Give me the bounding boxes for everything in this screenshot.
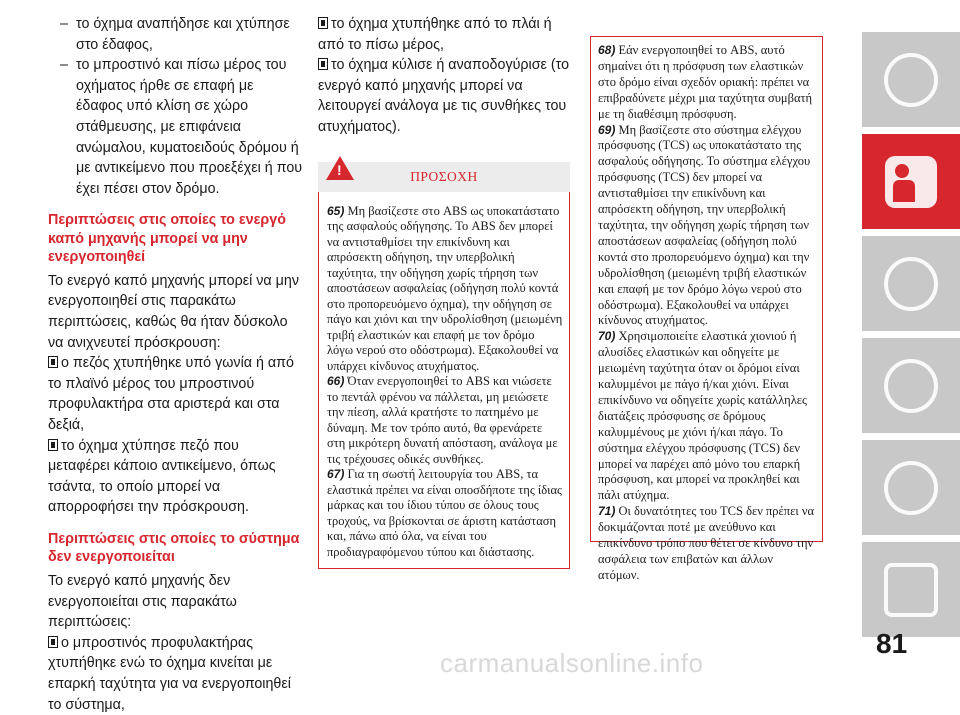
warning-note: 67) Για τη σωστή λειτουργία του ABS, τα ελαστικά πρέπει να είναι οποσδήποτε της ίδιας μάρκας και του ίδιου τύπου σε όλους τους τροχούς, να βρίσκονται σε άριστη κατάσταση και, πάνω από όλα, να είναι του προδιαγραφόμενου τύπου και διάστασης. <box>327 467 563 559</box>
section-heading: Περιπτώσεις στις οποίες το σύστημα δεν ενεργοποιείται <box>48 530 300 566</box>
bullet-box-icon <box>48 356 58 368</box>
column-left <box>48 14 303 715</box>
section-heading: Περιπτώσεις στις οποίες το ενεργό καπό μηχανής μπορεί να μην ενεργοποιηθεί <box>48 212 286 266</box>
car-info-icon <box>884 53 938 107</box>
tab-safety[interactable] <box>862 134 960 229</box>
bullet-item: το όχημα χτυπήθηκε από το πλάι ή από το πίσω μέρος, <box>318 16 552 53</box>
tab-index[interactable] <box>862 542 960 637</box>
bullet-item: ο πεζός χτυπήθηκε υπό γωνία ή από το πλαϊνό μέρος του μπροστινού προφυλακτήρα στα αριστερά και στα δεξιά, <box>48 355 294 433</box>
warning-title: ΠΡΟΣΟΧΗ <box>410 168 478 184</box>
column-right <box>590 36 822 582</box>
warning-note: 69) Μη βασίζεστε στο σύστημα ελέγχου πρόσφυσης (TCS) ως υποκατάστατο της ασφαλούς οδήγησης. Το σύστημα ελέγχου πρόσφυσης (TCS) δεν μπορεί να αντισταθμίσει την επικίνδυνη και απρόσεκτη οδήγηση, την υπερβολική ταχύτητα, την οδήγηση χωρίς τήρηση των αποστάσεων ασφαλείας (οδήγηση πολύ κοντά στο προπορευόμενο όχημα) και την υδρολίσθηση (μειωμένη τριβή ελαστικών και επαφή με τον δρόμο λόγω νερού στο οδόστρωμα). Εξακολουθεί να υπάρχει κίνδυνος ατυχήματος. <box>598 122 811 328</box>
bullet-box-icon <box>48 636 58 648</box>
index-letters-icon <box>884 563 938 617</box>
dash-item: – το όχημα αναπήδησε και χτύπησε στο έδαφος, <box>60 16 290 53</box>
warning-header <box>318 162 570 192</box>
bullet-item: ο μπροστινός προφυλακτήρας χτυπήθηκε ενώ το όχημα κινείται με επαρκή ταχύτητα για να ενεργοποιηθεί το σύστημα, <box>48 634 291 713</box>
tab-emergency[interactable] <box>862 440 960 535</box>
warning-note: 65) Μη βασίζεστε στο ABS ως υποκατάστατο της ασφαλούς οδήγησης. Το ABS δεν μπορεί να αντισταθμίσει την επικίνδυνη και απρόσεκτη οδήγηση, την υπερβολική ταχύτητα, την οδήγηση χωρίς τήρηση των αποστάσεων ασφαλείας (οδήγηση πολύ κοντά στο προπορευόμενο όχημα), την οδήγηση σε πάγο και χιόνι και την υδρολίσθηση (μειωμένη τριβή ελαστικών και επαφή με τον δρόμο λόγω νερού στο οδόστρωμα). Εξακολουθεί να υπάρχει κίνδυνος ατυχήματος. <box>327 203 563 373</box>
warning-note: 71) Οι δυνατότητες του TCS δεν πρέπει να δοκιμάζονται ποτέ με ανεύθυνο και επικίνδυνο τρόπο που θέτει σε κίνδυνο την ασφάλεια των επιβατών και άλλων ατόμων. <box>598 504 815 582</box>
warning-box <box>318 192 570 570</box>
warning-note: 68) Εάν ενεργοποιηθεί το ABS, αυτό σημαίνει ότι η πρόσφυση των ελαστικών στο δρόμο είναι σχεδόν οριακή: πρέπει να επιβραδύνετε μέχρι μια ταχύτητα συμβατή με τη διαθέσιμη πρόσφυση. <box>598 43 813 121</box>
column-middle <box>318 14 570 569</box>
emergency-icon <box>884 461 938 515</box>
bullet-box-icon <box>318 58 328 70</box>
tab-starting[interactable] <box>862 236 960 331</box>
dash-item: – το μπροστινό και πίσω μέρος του οχήματος ήρθε σε επαφή με έδαφος υπό κλίση σε χώρο στάθμευσης, με επιφάνεια ανώμαλου, κυματοειδούς δρόμου ή με αντικείμενο που προεξέχει ή που έχει πέσει στον δρόμο. <box>60 57 303 197</box>
warning-note: 66) Όταν ενεργοποιηθεί το ABS και νιώσετε το πεντάλ φρένου να πάλλεται, μη μειώσετε την πίεση, αλλά κρατήστε το πατημένο με δύναμη. Με τον τρόπο αυτό, θα φρενάρετε στη μικρότερη δυνατή απόσταση, ανάλογα με τις τρέχουσες οδικές συνθήκες. <box>327 374 558 466</box>
tab-warning-lights[interactable] <box>862 338 960 433</box>
key-start-icon <box>884 257 938 311</box>
paragraph: Το ενεργό καπό μηχανής δεν ενεργοποιείται στις παρακάτω περιπτώσεις: <box>48 572 237 631</box>
watermark-text: carmanualsonline.info <box>440 648 704 678</box>
warning-lights-icon <box>884 359 938 413</box>
warning-triangle-icon <box>326 156 354 180</box>
paragraph: Το ενεργό καπό μηχανής μπορεί να μην ενεργοποιηθεί στις παρακάτω περιπτώσεις, καθώς θα ήταν δύσκολο να ανιχνευτεί πρόσκρουση: <box>48 272 299 351</box>
warning-box-continued <box>590 36 823 582</box>
tab-car-info[interactable] <box>862 32 960 127</box>
bullet-item: το όχημα χτύπησε πεζό που μεταφέρει κάποιο αντικείμενο, όπως τσάντα, το οποίο μπορεί να απορροφήσει την πρόσκρουση. <box>48 437 276 516</box>
airbag-seat-icon <box>885 156 937 208</box>
bullet-box-icon <box>318 17 328 29</box>
bullet-item: το όχημα κύλισε ή αναποδογύρισε (το ενεργό καπό μηχανής μπορεί να λειτουργεί ανάλογα με τις συνθήκες του ατυχήματος). <box>318 57 570 135</box>
page-number: 81 <box>876 628 908 659</box>
warning-note: 70) Χρησιμοποιείτε ελαστικά χιονιού ή αλυσίδες ελαστικών και οδηγείτε με μειωμένη ταχύτητα όταν οι δρόμοι είναι καλυμμένοι με πάγο ή/και χιόνι. Είναι επικίνδυνο να οδηγείτε χωρίς κατάλληλες διατάξεις πρόσφυσης σε δρόμους καλυμμένους με χιόνι ή/και πάγο. Το σύστημα ελέγχου πρόσφυσης (TCS) δεν μπορεί να παρέχει από μόνο του επαρκή πρόσφυση, και μπορεί να προκληθεί και πάλι ατύχημα. <box>598 329 807 503</box>
bullet-box-icon <box>48 439 58 451</box>
